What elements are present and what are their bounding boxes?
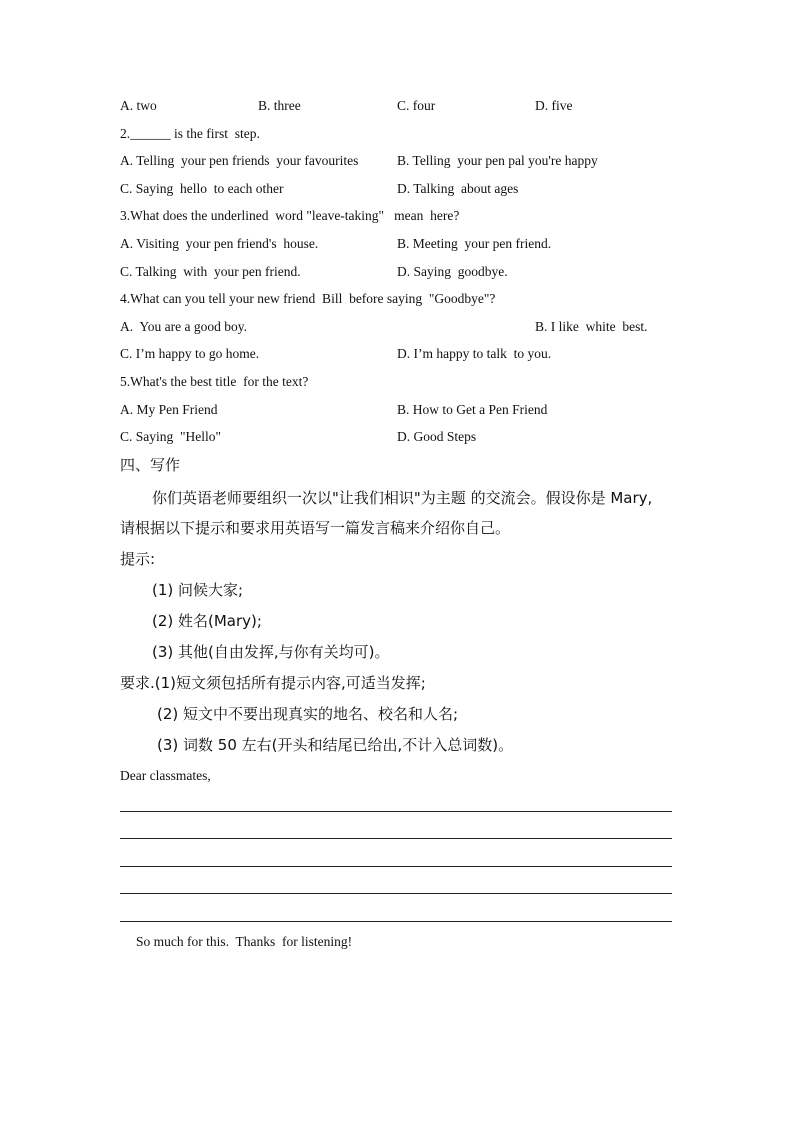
q3-option-d: D. Saying goodbye. [397, 264, 508, 279]
q3-option-c: C. Talking with your pen friend. [120, 264, 301, 279]
hints-label: 提示: [120, 550, 156, 568]
intro-line-2: 请根据以下提示和要求用英语写一篇发言稿来介绍你自己。 [120, 519, 511, 537]
section-heading: 四、写作 [120, 456, 181, 474]
intro-line-1: 你们英语老师要组织一次以"让我们相识"为主题 的交流会。假设你是 Mary, [152, 489, 653, 507]
q3-option-b: B. Meeting your pen friend. [397, 236, 552, 251]
q1-option-d: D. five [535, 98, 573, 113]
q4-option-d: D. I’m happy to talk to you. [397, 346, 552, 361]
letter-closing: So much for this. Thanks for listening! [136, 934, 353, 949]
q1-option-a: A. two [120, 98, 157, 113]
q5-option-d: D. Good Steps [397, 429, 477, 444]
requirement-item: 要求.(1)短文须包括所有提示内容,可适当发挥; [120, 674, 426, 692]
q2-option-c: C. Saying hello to each other [120, 181, 284, 196]
q5-option-a: A. My Pen Friend [120, 402, 218, 417]
hint-item: (3) 其他(自由发挥,与你有关均可)。 [152, 643, 390, 661]
writing-line[interactable] [120, 811, 672, 812]
q3-stem: 3.What does the underlined word "leave-taking" mean here? [120, 208, 460, 223]
q4-option-b: B. I like white best. [535, 319, 648, 334]
q2-option-d: D. Talking about ages [397, 181, 519, 196]
q3-option-a: A. Visiting your pen friend's house. [120, 236, 319, 251]
q2-stem: 2.______ is the first step. [120, 126, 260, 141]
q5-option-c: C. Saying "Hello" [120, 429, 222, 444]
q1-option-b: B. three [258, 98, 301, 113]
hint-item: (1) 问候大家; [152, 581, 244, 599]
q1-option-c: C. four [397, 98, 436, 113]
q4-stem: 4.What can you tell your new friend Bill before saying "Goodbye"? [120, 291, 496, 306]
q2-option-b: B. Telling your pen pal you're happy [397, 153, 598, 168]
q5-option-b: B. How to Get a Pen Friend [397, 402, 548, 417]
q5-stem: 5.What's the best title for the text? [120, 374, 309, 389]
letter-greeting: Dear classmates, [120, 768, 211, 783]
q4-option-a: A. You are a good boy. [120, 319, 247, 334]
writing-line[interactable] [120, 866, 672, 867]
q2-option-a: A. Telling your pen friends your favourites [120, 153, 359, 168]
writing-line[interactable] [120, 838, 672, 839]
writing-line[interactable] [120, 893, 672, 894]
writing-line[interactable] [120, 921, 672, 922]
requirement-item: (2) 短文中不要出现真实的地名、校名和人名; [157, 705, 459, 723]
hint-item: (2) 姓名(Mary); [152, 612, 262, 630]
requirement-item: (3) 词数 50 左右(开头和结尾已给出,不计入总词数)。 [157, 736, 514, 754]
q4-option-c: C. I’m happy to go home. [120, 346, 260, 361]
